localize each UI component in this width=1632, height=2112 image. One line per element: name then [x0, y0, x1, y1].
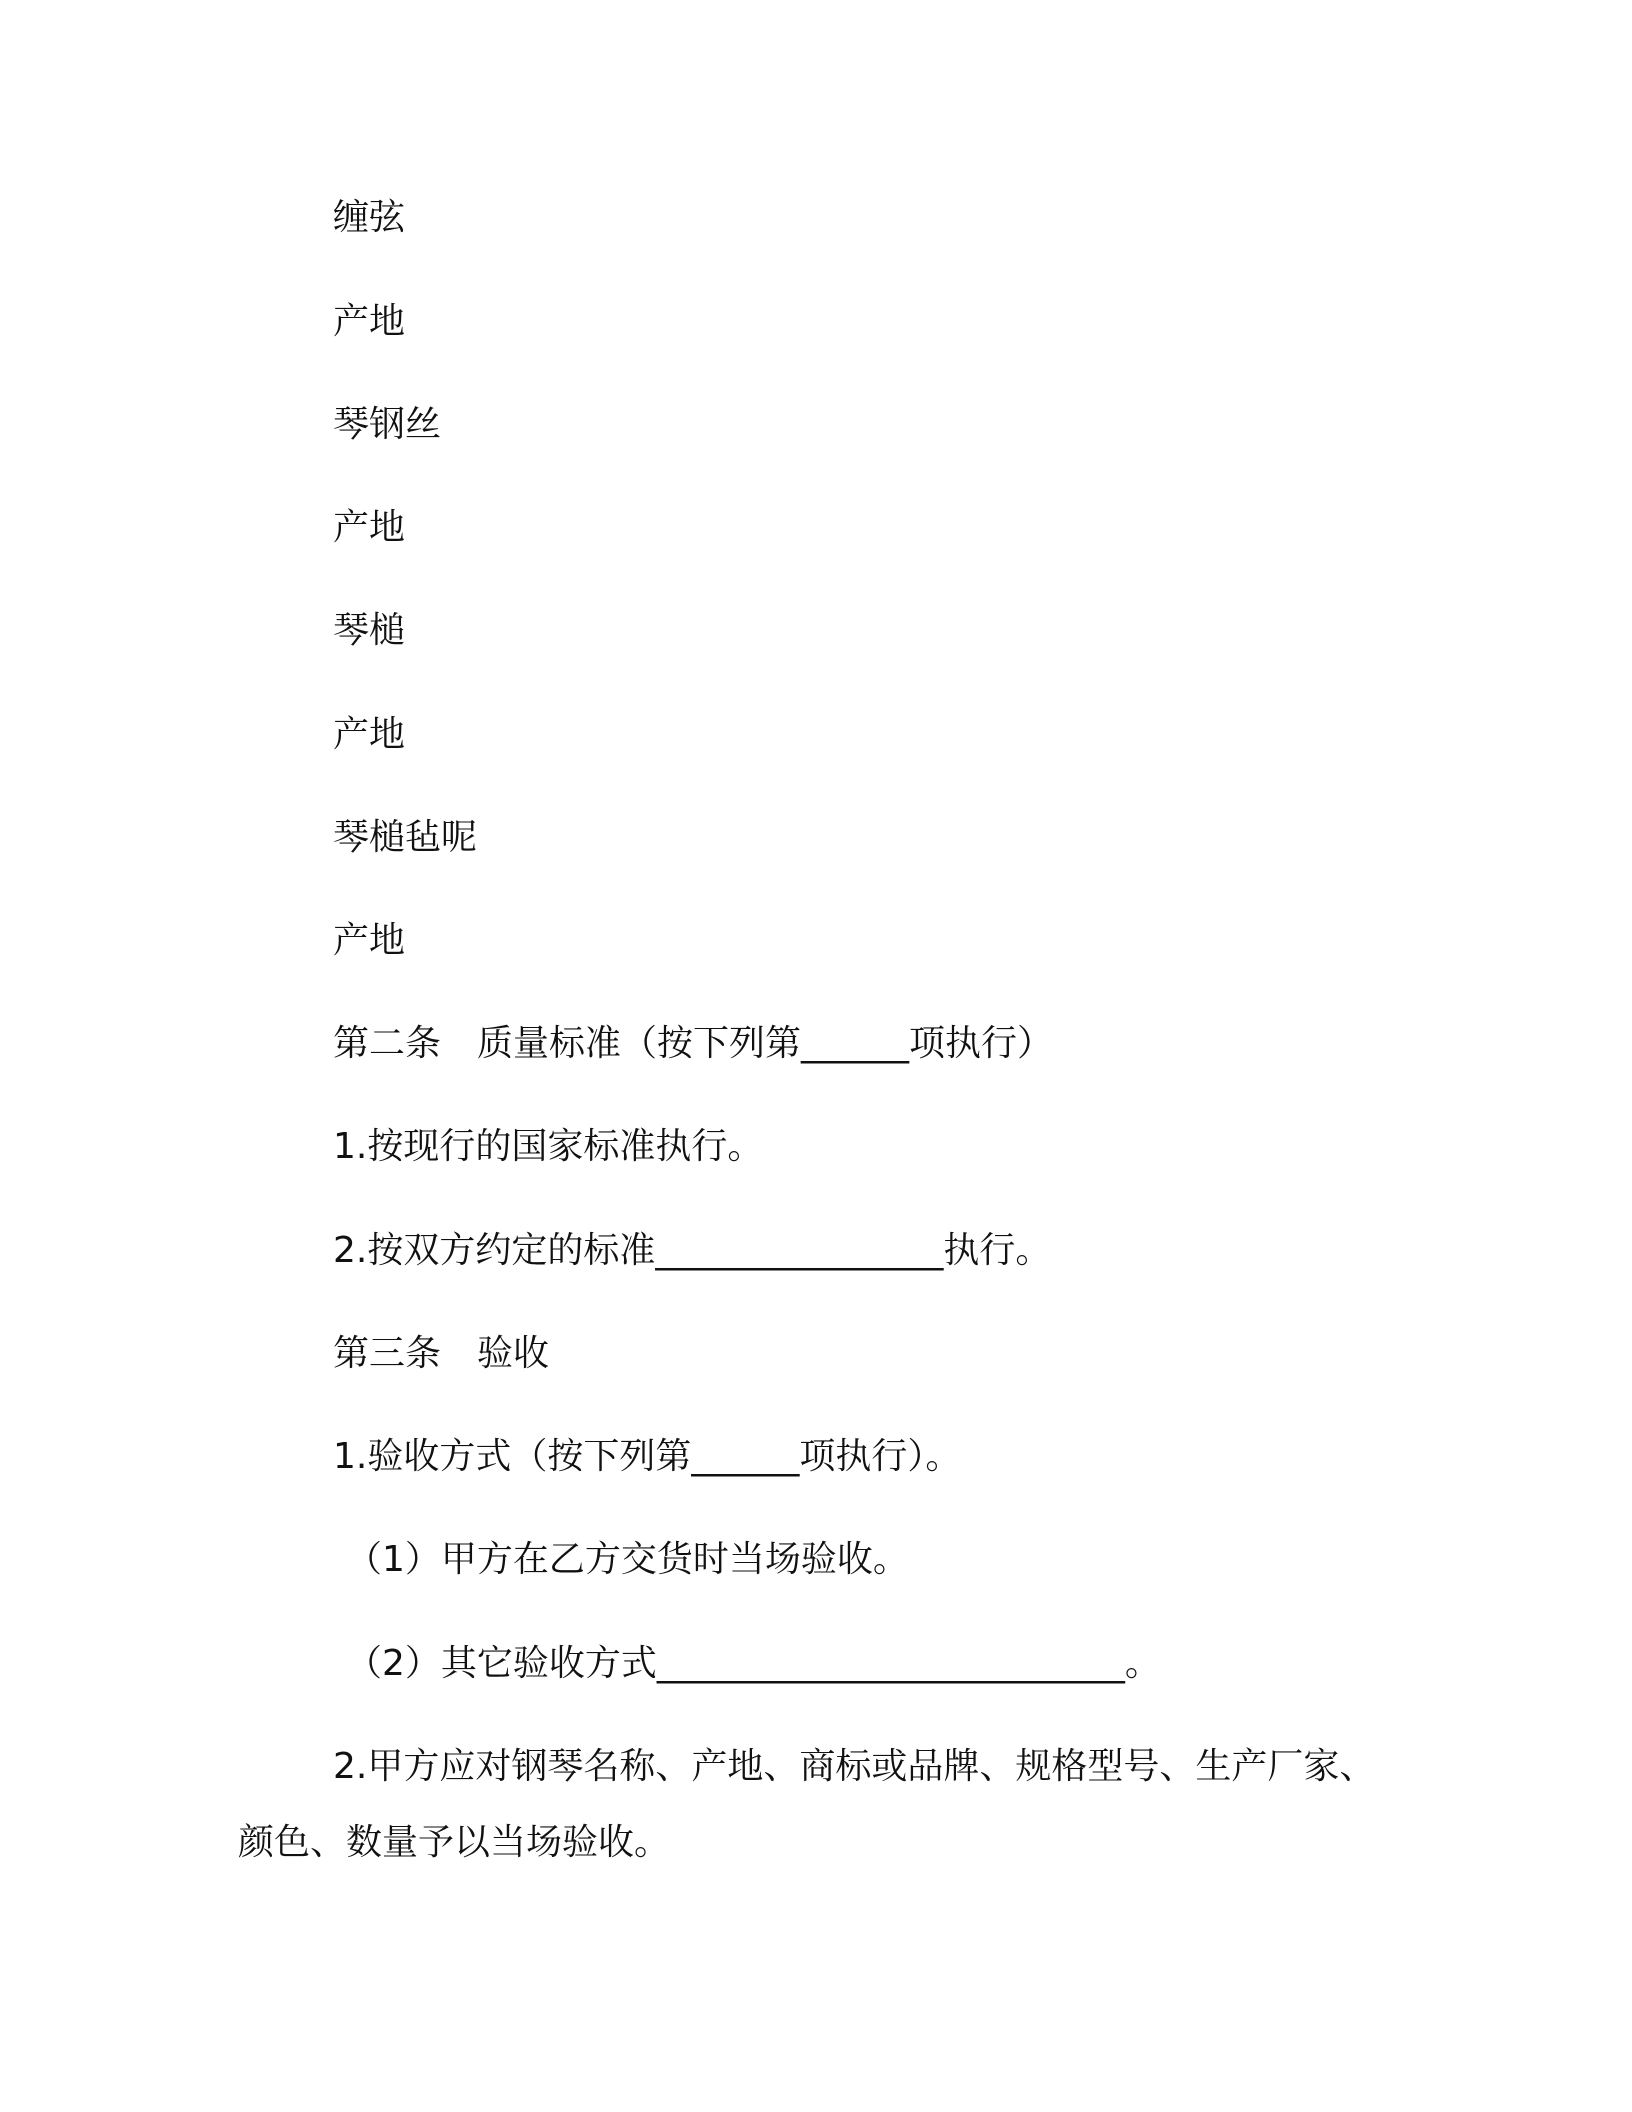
quality-item-1: 1.按现行的国家标准执行。: [333, 1126, 764, 1167]
article-three-heading: 第三条 验收: [333, 1333, 550, 1374]
text-line-hammer-felt: 琴槌毡呢: [333, 817, 478, 858]
inspection-option-1: （1）甲方在乙方交货时当场验收。: [346, 1539, 909, 1580]
inspection-clause-2-line-2: 颜色、数量予以当场验收。: [238, 1822, 671, 1863]
quality-item-2: 2.按双方约定的标准________________执行。: [333, 1230, 1052, 1271]
inspection-method: 1.验收方式（按下列第______项执行）。: [333, 1436, 962, 1477]
text-line-origin-1: 产地: [333, 301, 406, 342]
text-line-origin-4: 产地: [333, 920, 406, 961]
text-line-origin-3: 产地: [333, 714, 406, 755]
text-line-wound-string: 缠弦: [333, 197, 406, 238]
inspection-option-2: （2）其它验收方式__________________________。: [346, 1643, 1161, 1684]
text-line-origin-2: 产地: [333, 507, 406, 548]
article-two-heading: 第二条 质量标准（按下列第______项执行）: [333, 1023, 1054, 1064]
inspection-clause-2-line-1: 2.甲方应对钢琴名称、产地、商标或品牌、规格型号、生产厂家、: [333, 1746, 1376, 1787]
text-line-piano-wire: 琴钢丝: [333, 404, 442, 445]
text-line-hammer: 琴槌: [333, 610, 406, 651]
